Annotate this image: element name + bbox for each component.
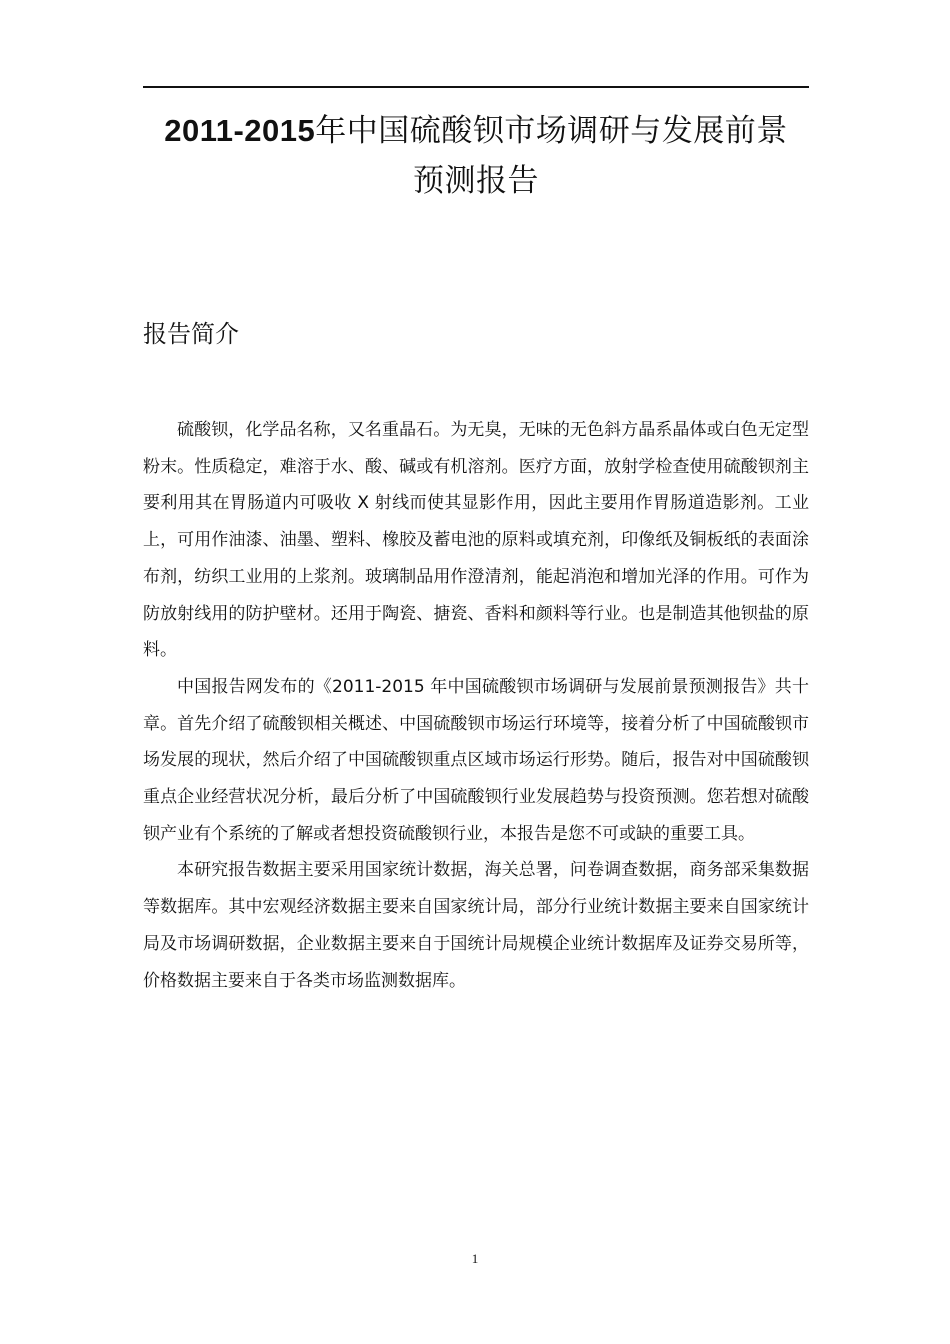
header-rule xyxy=(143,86,809,88)
paragraph-2: 中国报告网发布的《2011-2015 年中国硫酸钡市场调研与发展前景预测报告》共十章。首先介绍了硫酸钡相关概述、中国硫酸钡市场运行环境等，接着分析了中国硫酸钡市场发展的现状，然后介绍了中国硫酸钡重点区域市场运行形势。随后，报告对中国硫酸钡重点企业经营状况分析，最后分析了中国硫酸钡行业发展趋势与投资预测。您若想对硫酸钡产业有个系统的了解或者想投资硫酸钡行业，本报告是您不可或缺的重要工具。 xyxy=(143,676,809,844)
title-line-1-text: 年中国硫酸钡市场调研与发展前景 xyxy=(315,113,788,149)
title-line-2: 预测报告 xyxy=(413,163,539,199)
title-year: 2011-2015 xyxy=(164,113,316,148)
body-text xyxy=(143,412,809,999)
document-title xyxy=(143,106,809,206)
paragraph-1: 硫酸钡，化学品名称，又名重晶石。为无臭，无味的无色斜方晶系晶体或白色无定型粉末。性质稳定，难溶于水、酸、碱或有机溶剂。医疗方面，放射学检查使用硫酸钡剂主要利用其在胃肠道内可吸收 X 射线而使其显影作用，因此主要用作胃肠道造影剂。工业上，可用作油漆、油墨、塑料、橡胶及蓄电池的原料或填充剂，印像纸及铜板纸的表面涂布剂，纺织工业用的上浆剂。玻璃制品用作澄清剂，能起消泡和增加光泽的作用。可作为防放射线用的防护壁材。还用于陶瓷、搪瓷、香料和颜料等行业。也是制造其他钡盐的原料。 xyxy=(143,420,809,661)
paragraph-3: 本研究报告数据主要采用国家统计数据，海关总署，问卷调查数据，商务部采集数据等数据库。其中宏观经济数据主要来自国家统计局，部分行业统计数据主要来自国家统计局及市场调研数据，企业数据主要来自于国统计局规模企业统计数据库及证券交易所等，价格数据主要来自于各类市场监测数据库。 xyxy=(143,860,809,991)
section-heading: 报告简介 xyxy=(143,320,239,348)
title-line-1 xyxy=(143,106,809,156)
page-number: 1 xyxy=(471,1251,479,1266)
